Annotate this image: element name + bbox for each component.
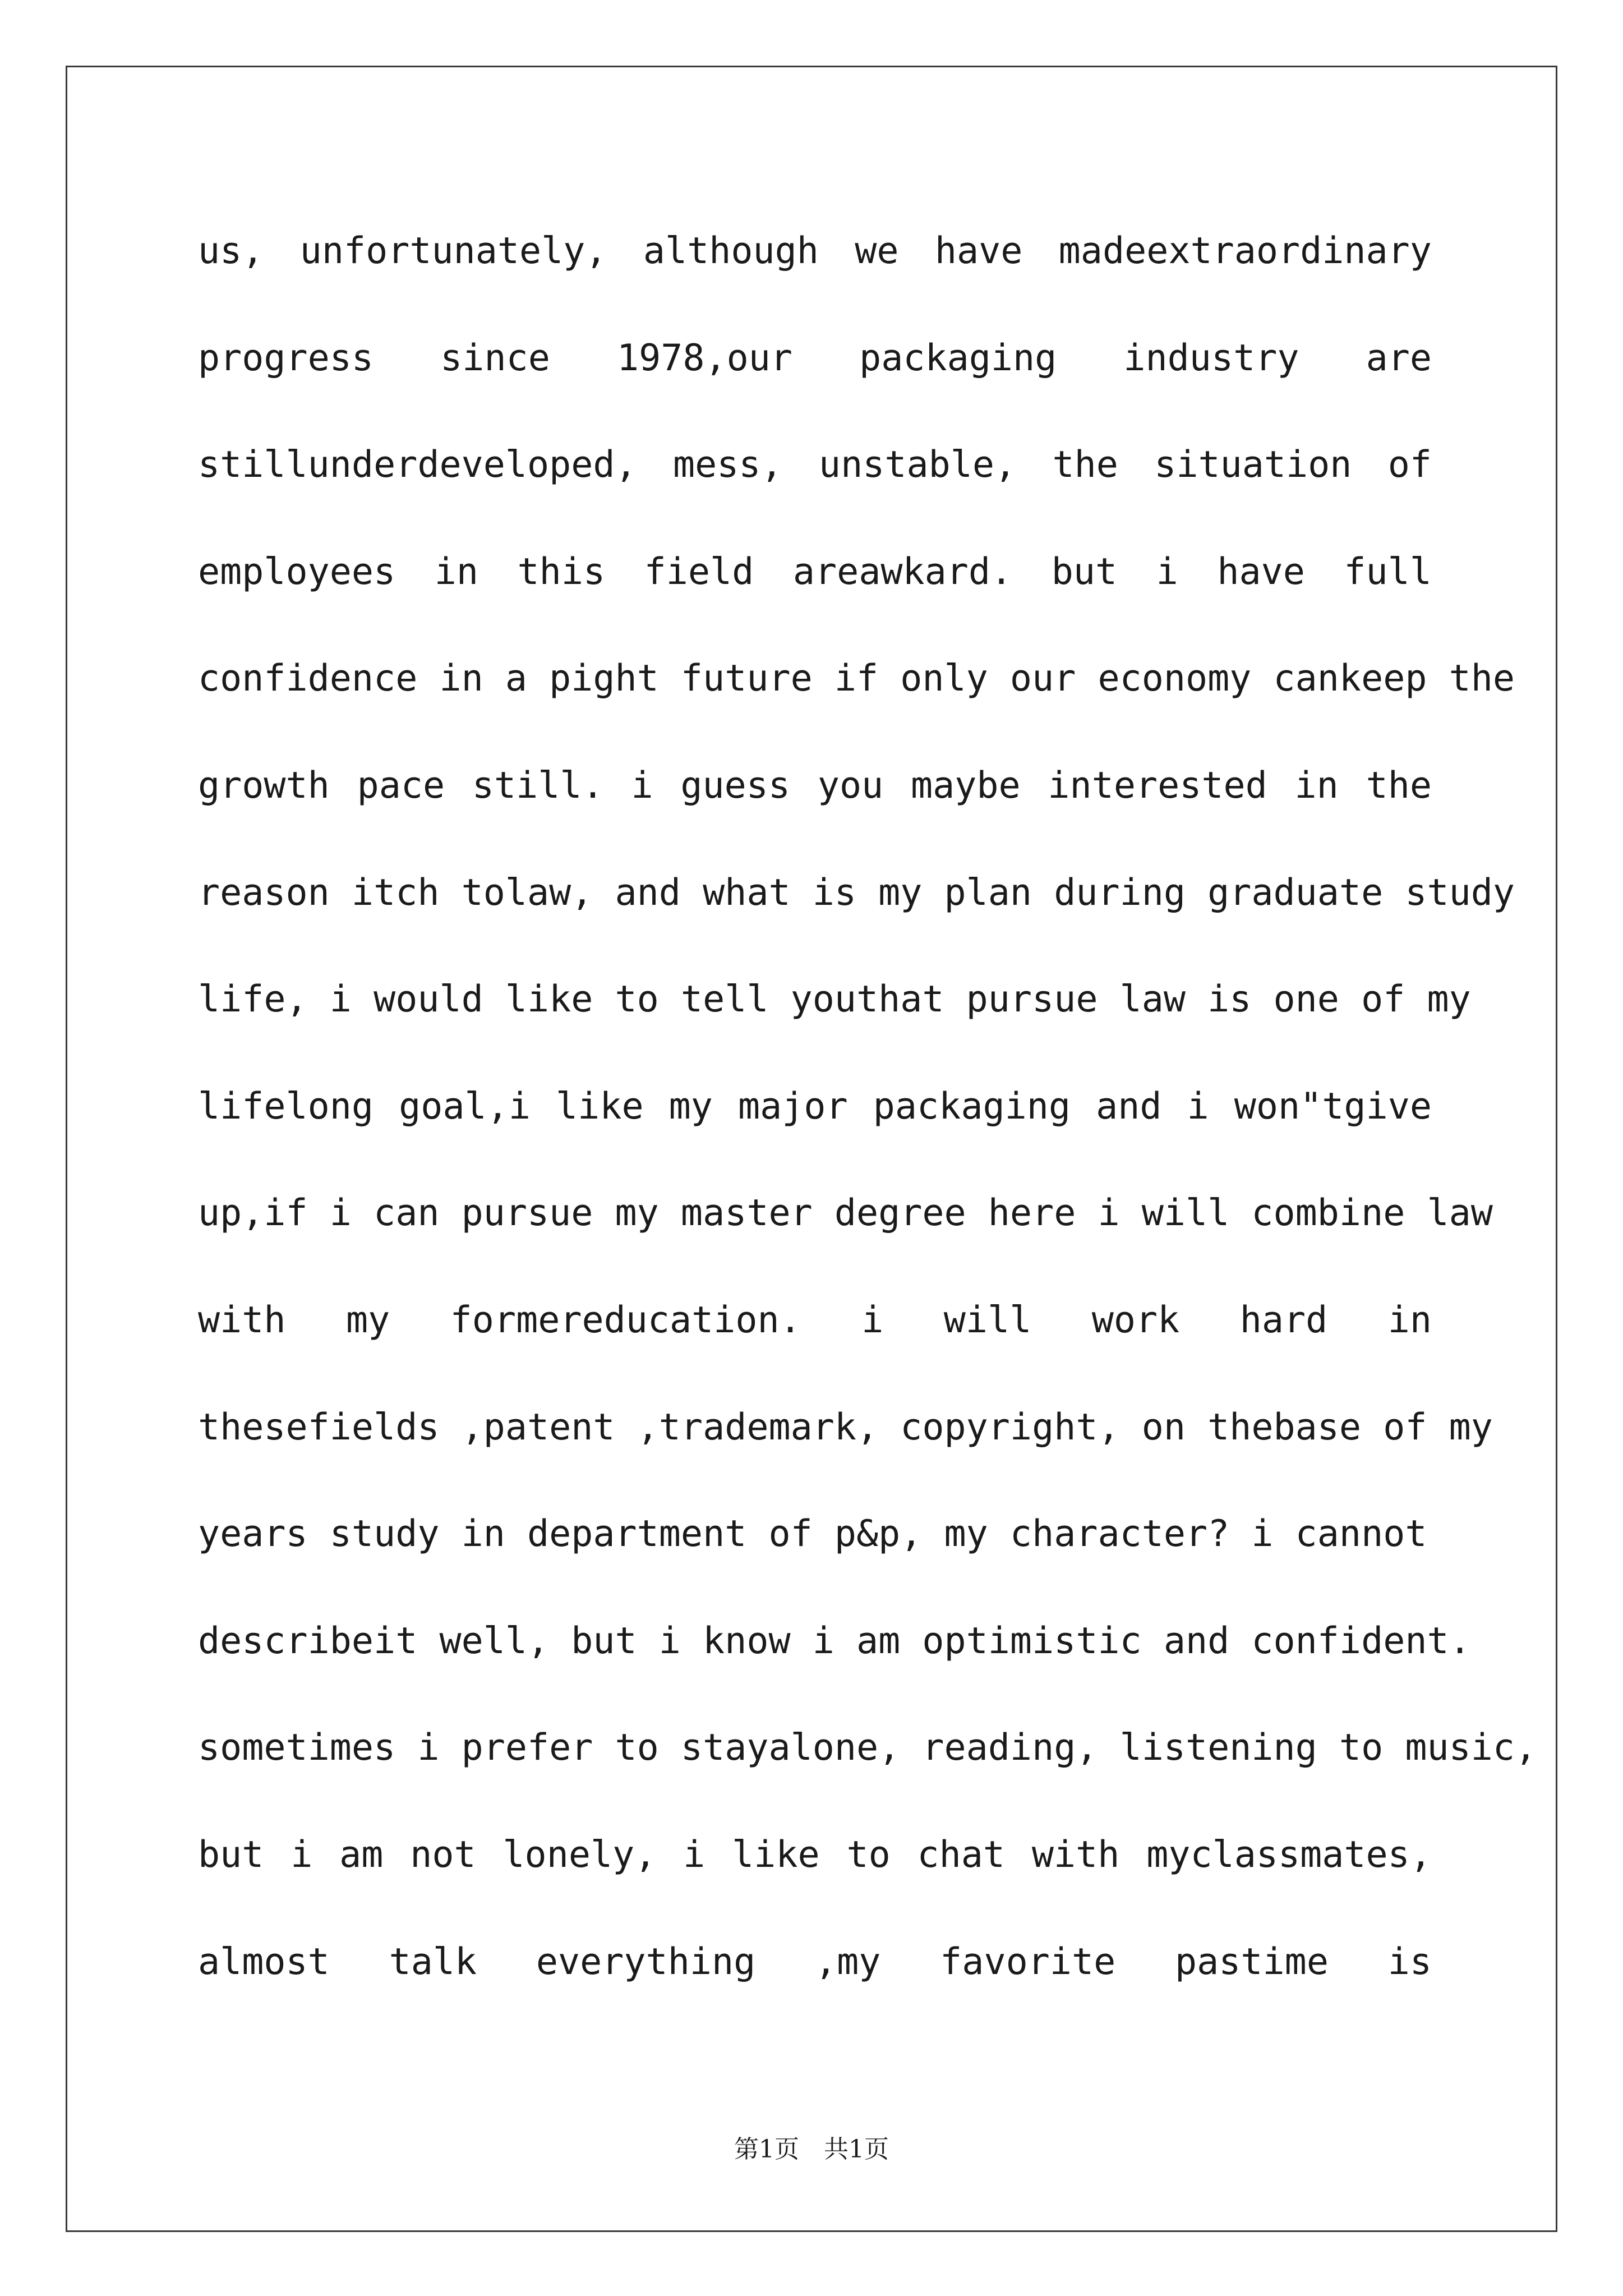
word: myclassmates,: [1146, 1834, 1432, 1876]
word: but: [198, 1834, 264, 1876]
word: although: [643, 230, 819, 272]
word: unstable,: [818, 444, 1017, 486]
word: we: [855, 230, 899, 272]
word: mess,: [672, 444, 783, 486]
text-line: life, i would like to tell youthat pursue law is one of my: [198, 978, 1471, 1021]
word: employees: [198, 550, 396, 593]
word: lifelong: [198, 1085, 374, 1128]
text-line: [198, 1827, 1432, 1883]
page-number-footer: 第1页 共1页: [734, 2135, 889, 2164]
text-line: [198, 544, 1432, 600]
word: pace: [357, 765, 445, 807]
word: madeextraordinary: [1058, 230, 1432, 272]
word: not: [410, 1834, 476, 1876]
text-line: thesefields ,patent ,trademark, copyright, on thebase of my: [198, 1406, 1493, 1448]
word: still.: [472, 765, 604, 807]
text-line: [198, 758, 1432, 814]
text-line: confidence in a pight future if only our economy cankeep the: [198, 657, 1515, 700]
text-line: [198, 1079, 1432, 1135]
word: lonely,: [502, 1834, 657, 1876]
text-line: [198, 1934, 1432, 1990]
word: i: [631, 765, 653, 807]
word: have: [1217, 550, 1305, 593]
word: in: [434, 550, 479, 593]
word: industry: [1123, 337, 1299, 379]
word: full: [1344, 550, 1432, 593]
word: in: [1294, 765, 1339, 807]
text-line: years study in department of p&p, my character? i cannot: [198, 1513, 1427, 1556]
word: hard: [1239, 1299, 1328, 1341]
word: am: [339, 1834, 384, 1876]
word: of: [1387, 444, 1432, 486]
word: talk: [389, 1940, 477, 1983]
word: interested: [1048, 765, 1267, 807]
word: goal,i: [399, 1085, 531, 1128]
word: have: [934, 230, 1023, 272]
word: i: [1156, 550, 1178, 593]
word: will: [943, 1299, 1032, 1341]
word: this: [517, 550, 606, 593]
word: in: [1387, 1299, 1432, 1341]
word: almost: [198, 1940, 330, 1983]
word: with: [198, 1299, 286, 1341]
word: chat: [917, 1834, 1006, 1876]
word: i: [683, 1834, 706, 1876]
word: favorite: [940, 1940, 1116, 1983]
word: i: [291, 1834, 313, 1876]
word: major: [738, 1085, 848, 1128]
text-line: [198, 437, 1432, 493]
page-border: [66, 66, 1557, 2232]
word: pastime: [1175, 1940, 1329, 1983]
text-line: up,if i can pursue my master degree here i will combine law: [198, 1192, 1493, 1235]
word: the: [1366, 765, 1432, 807]
word: is: [1387, 1940, 1432, 1983]
text-line: sometimes i prefer to stayalone, reading, listening to music,: [198, 1727, 1537, 1769]
word: i: [1187, 1085, 1209, 1128]
text-line: [198, 223, 1432, 279]
word: to: [846, 1834, 891, 1876]
word: progress: [198, 337, 374, 379]
word: field: [644, 550, 754, 593]
word: i: [861, 1299, 884, 1341]
word: growth: [198, 765, 330, 807]
word: packaging: [859, 337, 1057, 379]
word: unfortunately,: [299, 230, 607, 272]
word: ,my: [815, 1940, 881, 1983]
text-line: [198, 1292, 1432, 1349]
word: formereducation.: [450, 1299, 801, 1341]
word: us,: [198, 230, 264, 272]
word: are: [1366, 337, 1432, 379]
word: and: [1096, 1085, 1162, 1128]
word: but: [1051, 550, 1118, 593]
word: like: [556, 1085, 644, 1128]
word: stillunderdeveloped,: [198, 444, 637, 486]
text-line: describeit well, but i know i am optimistic and confident.: [198, 1619, 1471, 1662]
word: you: [817, 765, 884, 807]
word: 1978,our: [616, 337, 793, 379]
word: like: [732, 1834, 820, 1876]
word: areawkard.: [792, 550, 1013, 593]
word: my: [668, 1085, 713, 1128]
word: the: [1052, 444, 1118, 486]
text-line: [198, 330, 1432, 386]
word: work: [1091, 1299, 1180, 1341]
word: since: [440, 337, 550, 379]
word: with: [1031, 1834, 1120, 1876]
word: everything: [536, 1940, 756, 1983]
text-line: reason itch tolaw, and what is my plan during graduate study: [198, 871, 1515, 914]
word: maybe: [910, 765, 1021, 807]
word: guess: [680, 765, 791, 807]
word: won"tgive: [1234, 1085, 1432, 1128]
word: packaging: [873, 1085, 1071, 1128]
word: situation: [1154, 444, 1352, 486]
word: my: [345, 1299, 390, 1341]
